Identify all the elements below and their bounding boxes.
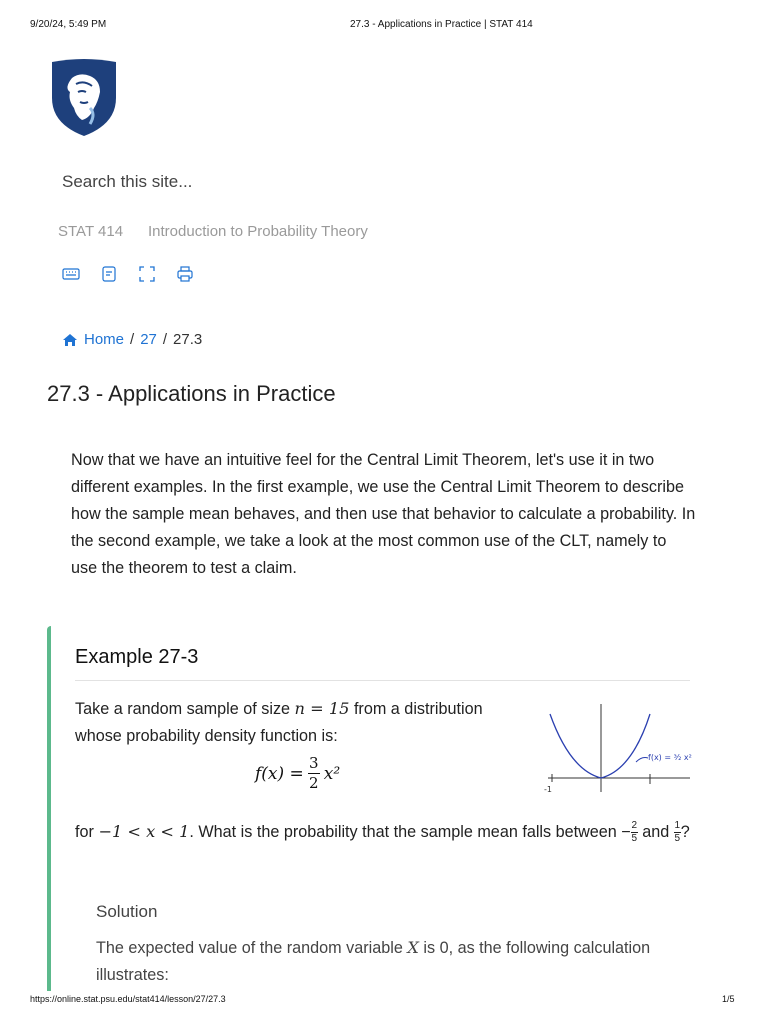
- search-input[interactable]: Search this site...: [62, 172, 193, 191]
- course-code-link[interactable]: STAT 414: [58, 223, 124, 240]
- breadcrumb-separator: /: [162, 331, 168, 348]
- pdf-graph: [540, 700, 695, 795]
- course-name-link[interactable]: Introduction to Probability Theory: [148, 223, 368, 240]
- notes-icon[interactable]: [100, 265, 118, 283]
- graph-tick-left: -1: [544, 785, 552, 794]
- psu-logo[interactable]: [50, 58, 118, 138]
- print-url: https://online.stat.psu.edu/stat414/lesson/27/27.3: [30, 994, 226, 1004]
- intro-paragraph: Now that we have an intuitive feel for the Central Limit Theorem, let's use it in two different examples. In the first example, we use the Central Limit Theorem to describe how the sample mean behaves, and then use that behavior to calculate a probability. In the second example, we take a look at the most common use of the CLT, namely to use the theorem to test a claim.: [71, 451, 696, 577]
- nittany-lion-shield-icon: [50, 58, 118, 138]
- fullscreen-icon[interactable]: [138, 265, 156, 283]
- example-accent-bar: [47, 626, 51, 991]
- example-question: for −1 < x < 1. What is the probability that the sample mean falls between − $\frac{2}{5}$ and $\frac{1}{5}$ ?: [75, 820, 690, 845]
- toolbar: [62, 265, 194, 283]
- home-icon[interactable]: [62, 333, 78, 347]
- keyboard-icon[interactable]: [62, 265, 80, 283]
- breadcrumb-current: 27.3: [173, 331, 203, 348]
- example-title: Example 27-3: [75, 646, 199, 668]
- solution-heading[interactable]: Solution: [96, 902, 158, 921]
- solution-text: The expected value of the random variable X is 0, as the following calculation illustrates:: [96, 938, 651, 984]
- breadcrumb-separator: /: [130, 331, 135, 348]
- breadcrumb-home[interactable]: Home: [84, 331, 125, 348]
- example-divider: [75, 680, 690, 681]
- print-date: 9/20/24, 5:49 PM: [30, 19, 107, 30]
- page-title: 27.3 - Applications in Practice: [47, 381, 336, 406]
- breadcrumb-lesson[interactable]: 27: [140, 331, 157, 348]
- pdf-formula: f(x) = $\frac{3}{2}$ x²: [255, 754, 341, 792]
- graph-label: f(x) = ³⁄₂ x²: [648, 753, 692, 762]
- breadcrumb: [62, 331, 202, 348]
- n-expression: n = 15: [294, 699, 350, 718]
- print-title: 27.3 - Applications in Practice | STAT 414: [350, 19, 533, 30]
- example-text: Take a random sample of size n = 15 from a distribution whose probability density function is:: [75, 699, 483, 745]
- print-icon[interactable]: [176, 265, 194, 283]
- print-page-number: 1/5: [722, 994, 735, 1004]
